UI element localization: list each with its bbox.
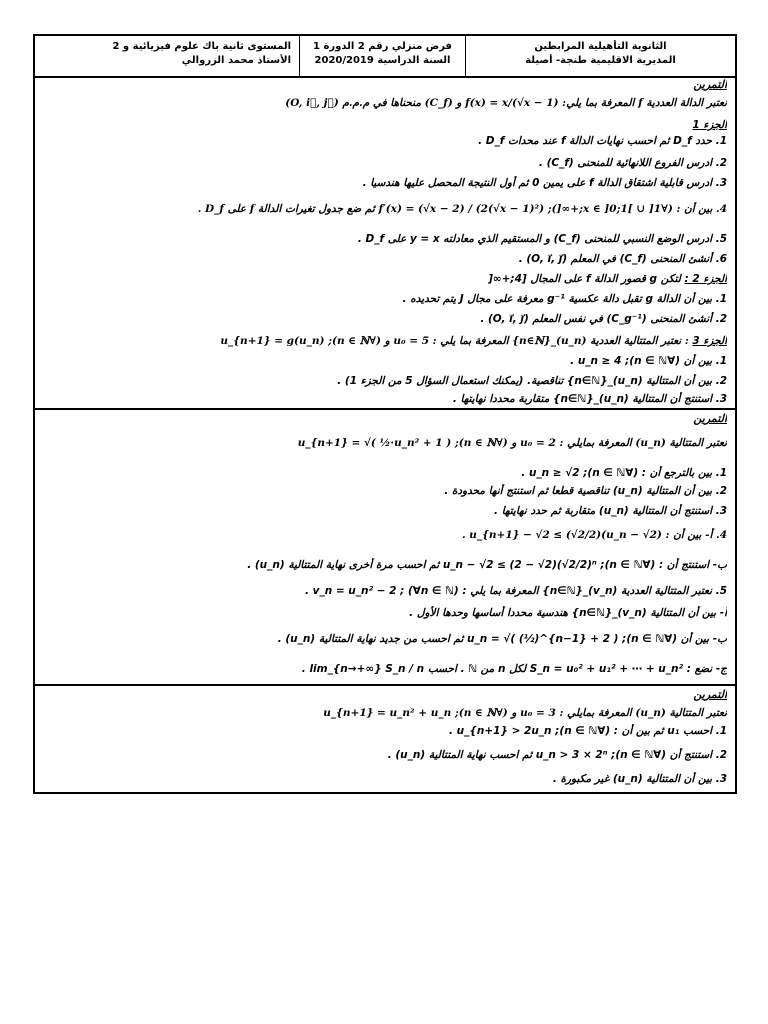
part-title: الجزء 2 : bbox=[684, 273, 727, 285]
question-item: 2. ادرس الفروع اللانهائية للمنحنى (C_f) . bbox=[538, 157, 727, 169]
exercise-title: التمرين bbox=[693, 78, 727, 91]
exercise-title: التمرين bbox=[693, 688, 727, 701]
question-item: 5. نعتبر المتتالية العددية (v_n)_{n∈ℕ} المعرفة بما يلي : v_n = u_n² − 2 ; (∀n ∈ ℕ) . bbox=[304, 585, 727, 597]
school-info bbox=[465, 36, 735, 76]
exercise-intro: نعتبر الدالة العددية f المعرفة بما يلي: f(x) = x/(√x − 1) و (C_f) منحناها في م.م.م (O, i⃗, j⃗) bbox=[285, 97, 727, 109]
school-year: السنة الدراسية 2020/2019 bbox=[314, 55, 451, 66]
question-item: 3. استنتج أن المتتالية (u_n) متقاربة ثم حدد نهايتها . bbox=[494, 505, 727, 517]
part-2-row bbox=[41, 272, 727, 286]
question-item: 1. بين أن الدالة g تقبل دالة عكسية g⁻¹ معرفة على مجال J يتم تحديده . bbox=[402, 293, 727, 305]
question-item: ب- استنتج أن : (∀n ∈ ℕ); u_n − √2 ≤ (2 − √2)(√2/2)ⁿ ثم احسب مرة أخرى نهاية المتتالية (u_n) . bbox=[247, 559, 727, 571]
part-title: الجزء 3 bbox=[692, 335, 727, 347]
question-item: 1. بين بالترجع أن : (∀n ∈ ℕ); u_n ≥ √2 . bbox=[521, 467, 727, 479]
exercise-title: التمرين bbox=[693, 412, 727, 425]
exercise-intro: نعتبر المتتالية (u_n) المعرفة بمايلي : u₀ = 2 و (∀n ∈ ℕ); u_{n+1} = √( ½·u_n² + 1 ) bbox=[297, 437, 727, 449]
question-item: ج- نضع : S_n = u₀² + u₁² + ⋯ + u_n² لكل n من ℕ . احسب lim_{n→+∞} S_n / n . bbox=[301, 663, 727, 675]
exam-header bbox=[35, 36, 735, 78]
exercise-2 bbox=[35, 410, 735, 686]
level-info bbox=[35, 36, 299, 76]
question-item: 2. استنتج أن (∀n ∈ ℕ); u_n > 3 × 2ⁿ ثم احسب نهاية المتتالية (u_n) . bbox=[387, 749, 727, 761]
exercise-3 bbox=[35, 686, 735, 792]
question-item: 4. بين أن : (∀x ∈ ]0;1[ ∪ ]1;+∞[); f′(x) = (√x − 2) / (2(√x − 1)²) ثم ضع جدول تغيرات الدالة f على D_f . bbox=[197, 203, 727, 215]
question-item: 1. حدد D_f ثم احسب نهايات الدالة f عند محدات D_f . bbox=[478, 135, 727, 147]
question-item: ب- بين أن (∀n ∈ ℕ); u_n = √( (½)^{n−1} + 2 ) ثم احسب من جديد نهاية المتتالية (u_n) . bbox=[277, 633, 727, 645]
exam-info bbox=[299, 36, 465, 76]
question-item: أ- بين أن المتتالية (v_n)_{n∈ℕ} هندسية محددا أساسها وحدها الأول . bbox=[409, 607, 727, 619]
directorate-name: المديرية الاقليمية طنجة- أصيلة bbox=[525, 55, 676, 66]
question-item: 2. بين أن المتتالية (u_n) تناقصية قطعا ثم استنتج أنها محدودة . bbox=[444, 485, 727, 497]
part-text: لتكن g قصور الدالة f على المجال [4;+∞[ bbox=[488, 273, 681, 285]
question-item: 6. أنشئ المنحنى (C_f) في المعلم (O, i⃗, j⃗) . bbox=[518, 253, 727, 265]
question-item: 5. ادرس الوضع النسبي للمنحنى (C_f) و المستقيم الذي معادلته y = x على D_f . bbox=[357, 233, 727, 245]
teacher-name: الأستاذ محمد الزروالي bbox=[181, 55, 291, 66]
question-item: 2. بين أن المتتالية (u_n)_{n∈ℕ} تناقصية. (يمكنك استعمال السؤال 5 من الجزء 1) . bbox=[337, 375, 727, 387]
question-item: 3. استنتج أن المتتالية (u_n)_{n∈ℕ} متقاربة محددا نهايتها . bbox=[452, 393, 727, 405]
question-item: 4. أ- بين أن : u_{n+1} − √2 ≤ (√2/2)(u_n − √2) . bbox=[461, 529, 727, 541]
exam-sheet bbox=[33, 34, 737, 794]
part-3-row bbox=[41, 334, 727, 348]
question-item: 3. ادرس قابلية اشتقاق الدالة f على يمين 0 ثم أول النتيجة المحصل عليها هندسيا . bbox=[362, 177, 727, 189]
exercise-1 bbox=[35, 76, 735, 410]
question-item: 1. احسب u₁ ثم بين أن : (∀n ∈ ℕ); u_{n+1} > 2u_n . bbox=[449, 725, 727, 737]
question-item: 3. بين أن المتتالية (u_n) غير مكبورة . bbox=[552, 773, 727, 785]
part-text: : نعتبر المتتالية العددية (u_n)_{n∈ℕ} المعرفة بما يلي : u₀ = 5 و (∀n ∈ ℕ); u_{n+1} = g(u_n) bbox=[220, 335, 689, 347]
school-name: الثانوية التأهيلية المرابطين bbox=[534, 41, 667, 52]
level-label: المستوى ثانية باك علوم فيزيائية و 2 bbox=[112, 41, 291, 52]
question-item: 2. أنشئ المنحنى (C_g⁻¹) في نفس المعلم (O, i⃗, j⃗) . bbox=[480, 313, 727, 325]
part-title: الجزء 1 bbox=[692, 119, 727, 131]
question-item: 1. بين أن (∀n ∈ ℕ); u_n ≥ 4 . bbox=[570, 355, 727, 367]
exam-title: فرض منزلي رقم 2 الدورة 1 bbox=[313, 41, 452, 52]
exercise-intro: نعتبر المتتالية (u_n) المعرفة بمايلي : u₀ = 3 و (∀n ∈ ℕ); u_{n+1} = u_n² + u_n bbox=[323, 707, 727, 719]
